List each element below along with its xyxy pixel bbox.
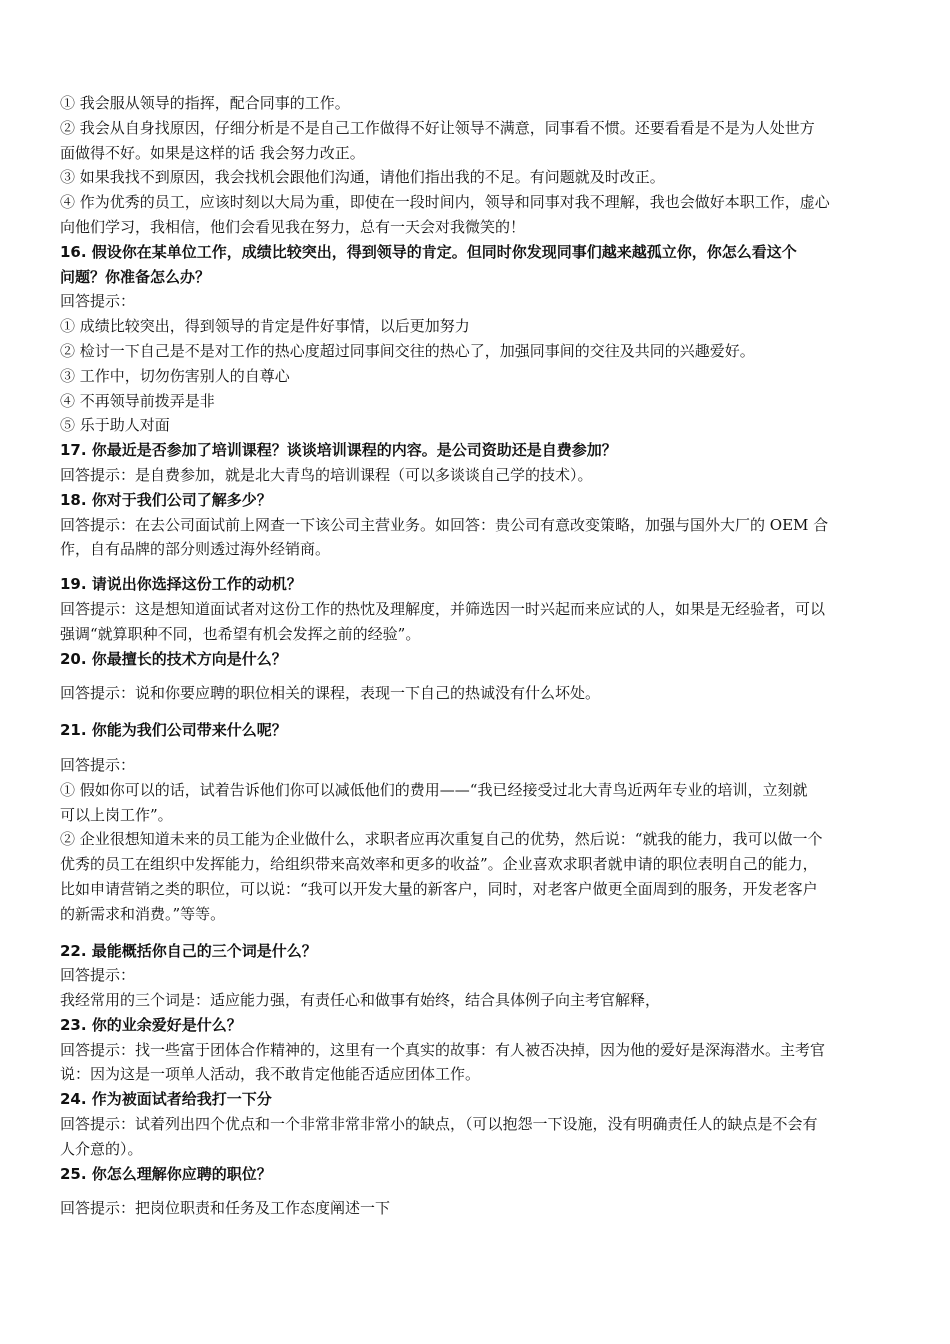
body-text-line: ② 企业很想知道未来的员工能为企业做什么，求职者应再次重复自己的优势，然后说：“就我的能力，我可以做一个 [60, 830, 823, 849]
paragraph-spacer [60, 743, 896, 753]
body-text-line: ① 我会服从领导的指挥，配合同事的工作。 [60, 94, 350, 112]
body-text-line: 回答提示： [60, 292, 136, 311]
body-text-line: 可以上岗工作”。 [60, 805, 173, 824]
body-text-line: 回答提示：找一些富于团体合作精神的，这里有一个真实的故事：有人被否决掉，因为他的爱好是深海潜水。主考官 [60, 1040, 826, 1059]
body-text-line: ⑤ 乐于助人对面 [60, 416, 170, 435]
question-heading: 19. 请说出你选择这份工作的动机？ [60, 575, 302, 594]
body-text-line: 回答提示：这是想知道面试者对这份工作的热忱及理解度，并筛选因一时兴起而来应试的人，如果是无经验者，可以 [60, 599, 826, 618]
question-heading: 22. 最能概括你自己的三个词是什么？ [60, 941, 317, 960]
question-heading: 25. 你怎么理解你应聘的职位？ [60, 1164, 272, 1183]
question-heading: 18. 你对于我们公司了解多少？ [60, 490, 272, 509]
body-text-line: ④ 不再领导前拨弄是非 [60, 391, 215, 410]
question-heading: 21. 你能为我们公司带来什么呢？ [60, 721, 287, 740]
question-heading: 20. 你最擅长的技术方向是什么？ [60, 649, 287, 668]
body-text-line: 回答提示：是自费参加，就是北大青鸟的培训课程（可以多谈谈自己学的技术）。 [60, 465, 593, 484]
paragraph-spacer [60, 1186, 896, 1196]
question-heading: 16. 假设你在某单位工作，成绩比较突出，得到领导的肯定。但同时你发现同事们越来越孤立你，你怎么看这个 [60, 242, 797, 261]
paragraph-spacer [60, 562, 896, 572]
paragraph-spacer [60, 671, 896, 681]
body-text-line: 回答提示： [60, 755, 136, 774]
body-text-line: 我经常用的三个词是：适应能力强，有责任心和做事有始终，结合具体例子向主考官解释， [60, 991, 661, 1010]
body-text-line: 说：因为这是一项单人活动，我不敢肯定他能否适应团体工作。 [60, 1065, 481, 1084]
paragraph-spacer [60, 706, 896, 718]
question-heading: 问题？你准备怎么办？ [60, 267, 211, 286]
body-text-line: 的新需求和消费。”等等。 [60, 904, 226, 923]
body-text-line: 比如申请营销之类的职位，可以说：“我可以开发大量的新客户，同时，对老客户做更全面周到的服务，开发老客户 [60, 879, 818, 898]
paragraph-spacer [60, 927, 896, 939]
question-heading: 24. 作为被面试者给我打一下分 [60, 1090, 272, 1109]
document-body [60, 91, 896, 1221]
body-text-line: 回答提示：把岗位职责和任务及工作态度阐述一下 [60, 1199, 391, 1218]
body-text-line: 回答提示：在去公司面试前上网查一下该公司主营业务。如回答：贵公司有意改变策略，加强与国外大厂的 OEM 合 [60, 515, 829, 534]
body-text-line: ② 我会从自身找原因，仔细分析是不是自己工作做得不好让领导不满意，同事看不惯。还要看看是不是为人处世方 [60, 118, 815, 137]
body-text-line: 回答提示：试着列出四个优点和一个非常非常非常小的缺点，（可以抱怨一下设施，没有明确责任人的缺点是不会有 [60, 1115, 818, 1134]
body-text-line: ② 检讨一下自己是不是对工作的热心度超过同事间交往的热心了，加强同事间的交往及共同的兴趣爱好。 [60, 341, 755, 360]
body-text-line: 优秀的员工在组织中发挥能力，给组织带来高效率和更多的收益”。企业喜欢求职者就申请的职位表明自己的能力， [60, 855, 818, 874]
body-text-line: ① 成绩比较突出，得到领导的肯定是件好事情，以后更加努力 [60, 317, 470, 336]
body-text-line: 面做得不好。如果是这样的话 我会努力改正。 [60, 143, 365, 162]
body-text-line: ④ 作为优秀的员工，应该时刻以大局为重，即使在一段时间内，领导和同事对我不理解，我也会做好本职工作，虚心 [60, 193, 830, 212]
question-heading: 23. 你的业余爱好是什么？ [60, 1015, 242, 1034]
body-text-line: ① 假如你可以的话，试着告诉他们你可以减低他们的费用——“我已经接受过北大青鸟近两年专业的培训，立刻就 [60, 780, 808, 799]
body-text-line: 回答提示：说和你要应聘的职位相关的课程，表现一下自己的热诚没有什么坏处。 [60, 684, 601, 703]
body-text-line: 强调“就算职种不同，也希望有机会发挥之前的经验”。 [60, 624, 421, 643]
body-text-line: 回答提示： [60, 966, 136, 985]
question-heading: 17. 你最近是否参加了培训课程？谈谈培训课程的内容。是公司资助还是自费参加？ [60, 441, 617, 460]
body-text-line: 作，自有品牌的部分则透过海外经销商。 [60, 540, 331, 559]
body-text-line: ③ 如果我找不到原因，我会找机会跟他们沟通，请他们指出我的不足。有问题就及时改正。 [60, 168, 665, 187]
body-text-line: 人介意的）。 [60, 1139, 143, 1158]
body-text-line: ③ 工作中，切勿伤害别人的自尊心 [60, 366, 290, 385]
body-text-line: 向他们学习，我相信，他们会看见我在努力，总有一天会对我微笑的！ [60, 217, 526, 236]
